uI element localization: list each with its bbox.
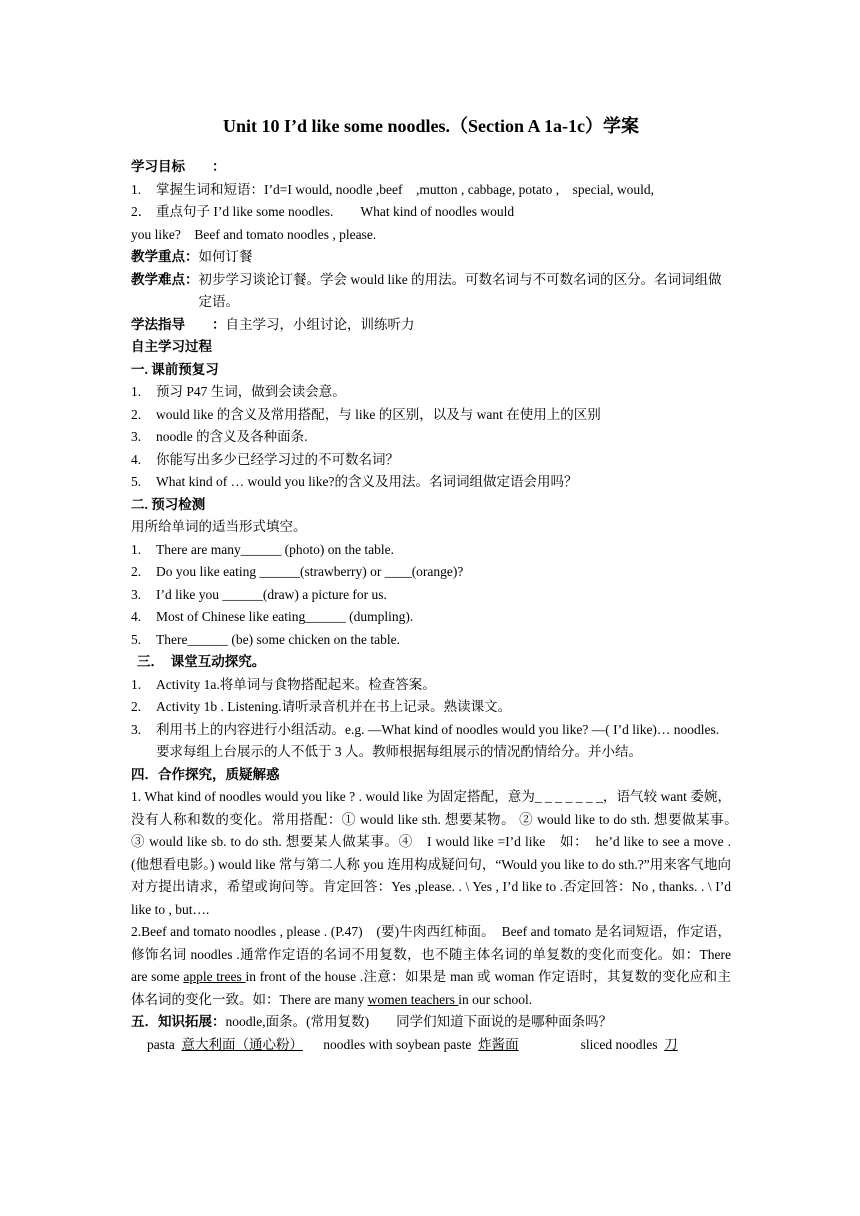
activity-item: 3. 利用书上的内容进行小组活动。e.g. —What kind of noodles would you like? —( I’d like)… noodles. 要求每组上台展示的人不低于 3 人。教师根据每组展示的情况酌情给分。并小结。 — [131, 721, 720, 759]
section-4-paragraph-1: 1. What kind of noodles would you like ? . would like 为固定搭配，意为_ _ _ _ _ _ _，语气较 want 委婉，没有人称和数的变化。常用搭配：① would like sth. 想要某物。 ② would like to do sth. 想要做某事。 ③ would like sb. to do sth. 想要某人做某事。④ I would like =I’d like 如： he’d like to see a move . (他想看电影。) would like 常与第二人称 you 连用构成疑问句，“Would you like to do sth.?”用来客气地向对方提出请求，希望或询问等。肯定回答：Yes ,please. . \ Yes , I’d like to .否定回答：No , thanks. . \ I’d like to , but…. — [131, 789, 745, 917]
section-1-item: 1. 预习 P47 生词，做到会读会意。 — [131, 384, 346, 399]
process-heading: 自主学习过程 — [131, 339, 212, 354]
section-1-item: 4. 你能写出多少已经学习过的不可数名词？ — [131, 451, 399, 467]
section-5-heading: 五．知识拓展： — [131, 1014, 226, 1029]
exercise-item: 2. Do you like eating ______(strawberry) or ____(orange)? — [131, 564, 464, 579]
exercise-item: 5. There______ (be) some chicken on the table. — [131, 631, 401, 647]
activity-item: 1. Activity 1a.将单词与食物搭配起来。检查答案。 — [131, 676, 436, 692]
key-point: 教学重点：如何订餐 — [131, 249, 253, 264]
section-5-line: 五．知识拓展：noodle,面条。(常用复数) 同学们知道下面说的是哪种面条吗？ — [131, 1014, 613, 1029]
section-3-heading: 三． 课堂互动探究。 — [137, 654, 266, 669]
exercise-item: 4. Most of Chinese like eating______ (dumpling). — [131, 609, 414, 624]
document-page — [131, 112, 745, 1056]
section-1-heading: 一. 课前预复习 — [131, 361, 219, 377]
underlined-example: women teachers — [367, 991, 459, 1007]
section-1-item: 5. What kind of … would you like?的含义及用法。名词词组做定语会用吗？ — [131, 474, 578, 489]
noodle-types-line: pasta 意大利面（通心粉） noodles with soybean paste 炸酱面 sliced noodles 刀 — [147, 1036, 678, 1052]
activity-item: 2. Activity 1b . Listening.请听录音机并在书上记录。熟读课文。 — [131, 699, 512, 714]
objective-item-2: 2． 重点句子 I’d like some noodles. What kind of noodles would — [131, 204, 515, 219]
method: 学法指导 ：自主学习，小组讨论，训练听力 — [131, 316, 415, 332]
objectives-heading: 学习目标 ： — [131, 159, 226, 174]
exercise-item: 1. There are many______ (photo) on the table. — [131, 541, 395, 557]
section-1-item: 2. would like 的含义及常用搭配，与 like 的区别，以及与 want 在使用上的区别 — [131, 406, 601, 422]
document-title: Unit 10 I’d like some noodles.（Section A 1a-1c）学案 — [222, 116, 639, 136]
difficulty: 教学难点： 初步学习谈论订餐。学会 would like 的用法。可数名词与不可数名词的区分。名词词组做定语。 — [131, 271, 722, 309]
section-1-item: 3. noodle 的含义及各种面条. — [131, 429, 308, 444]
objective-item-1: 1. 掌握生词和短语：I’d=I would, noodle ,beef ,mutton , cabbage, potato , special, would, — [131, 181, 655, 197]
objective-item-2-continued: you like? Beef and tomato noodles , please. — [131, 226, 377, 242]
underlined-example: apple trees — [183, 969, 246, 984]
section-4-paragraph-2: 2.Beef and tomato noodles , please . (P.47) (要)牛肉西红柿面。 Beef and tomato 是名词短语，作定语，修饰名词 noodles .通常作定语的名词不用复数，也不随主体名词的单复数的变化而变化。如：There are some apple trees in front of the house .注意：如果是 man 或 woman 作定语时，其复数的变化应和主体名词的变化一致。如：There are many women teachers in our school. — [131, 924, 731, 1007]
exercise-item: 3. I’d like you ______(draw) a picture for us. — [131, 586, 387, 602]
section-4-heading: 四．合作探究，质疑解惑 — [131, 766, 280, 782]
section-2-heading: 二. 预习检测 — [131, 496, 206, 512]
section-2-instruction: 用所给单词的适当形式填空。 — [131, 519, 307, 534]
